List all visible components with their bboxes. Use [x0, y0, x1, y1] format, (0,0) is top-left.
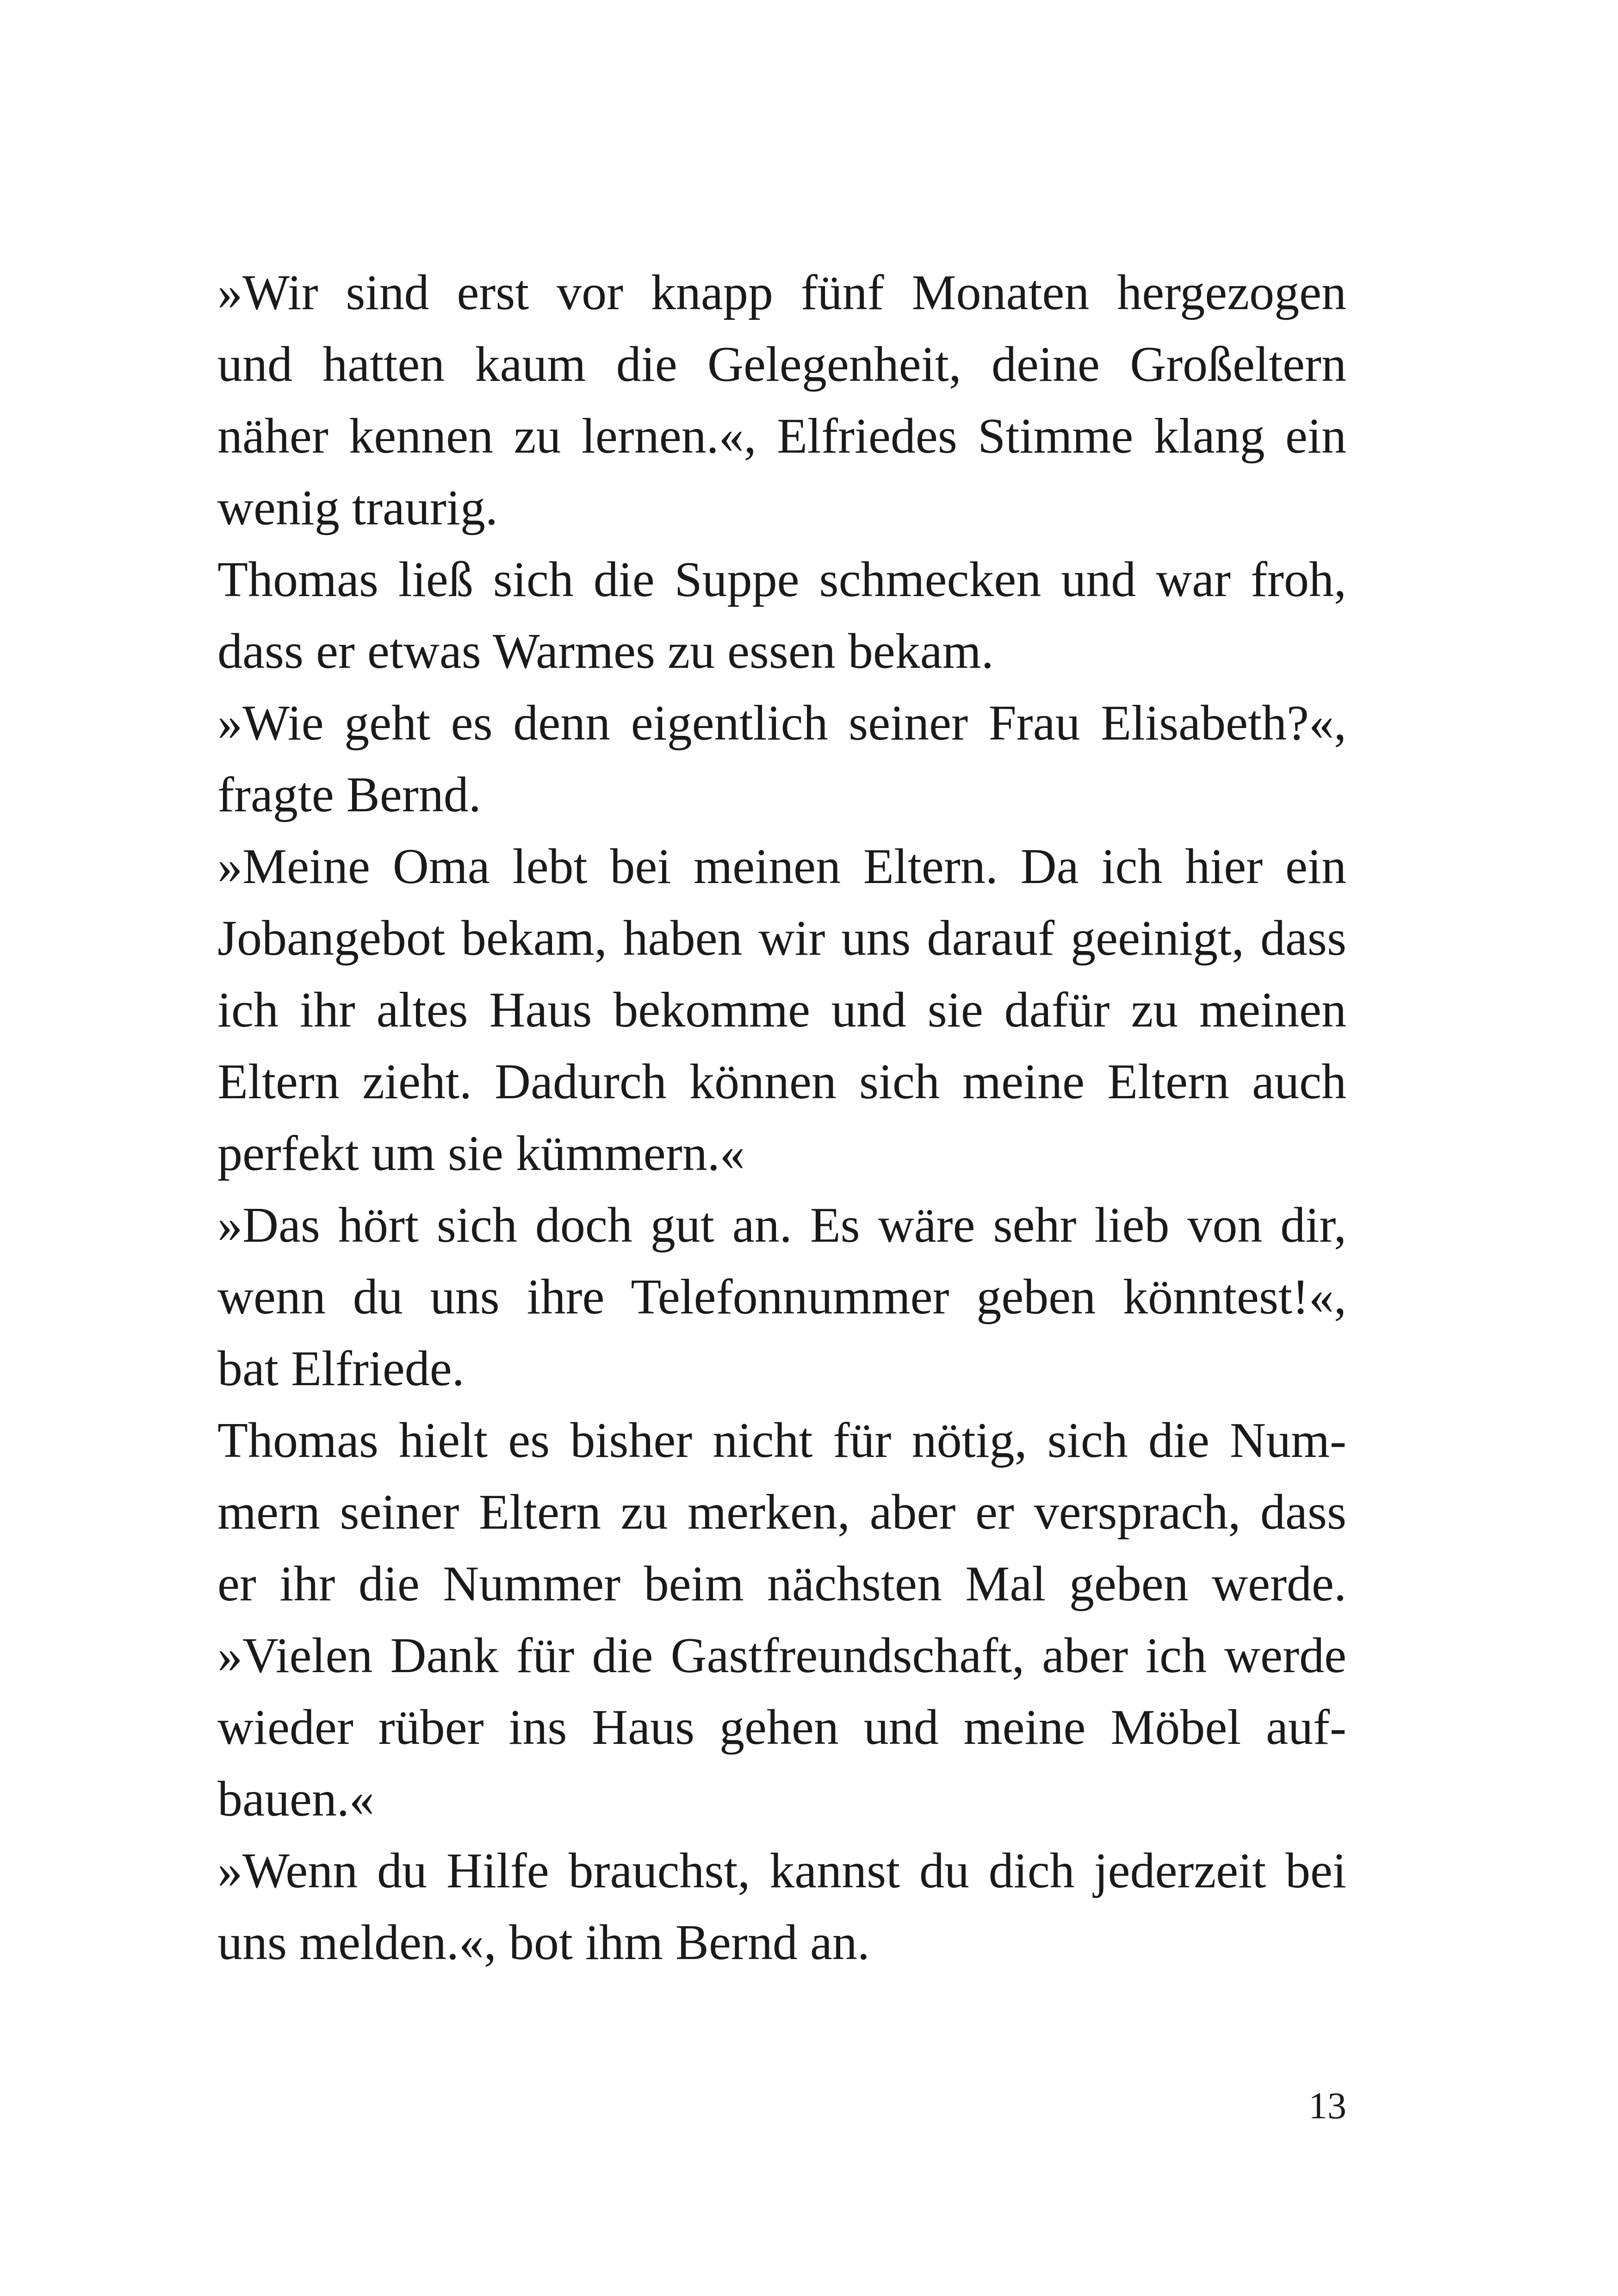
text-line: dass er etwas Warmes zu essen bekam.: [217, 624, 994, 679]
text-line: perfekt um sie kümmern.«: [217, 1126, 745, 1181]
text-line: fragte Bernd.: [217, 767, 481, 822]
text-line: »Wenn du Hilfe brauchst, kannst du dich jederzeit bei: [217, 1843, 1346, 1898]
text-line: bat Elfriede.: [217, 1341, 465, 1396]
text-line: und hatten kaum die Gelegenheit, deine Großeltern: [217, 337, 1346, 392]
text-line: »Wir sind erst vor knapp fünf Monaten hergezogen: [217, 265, 1346, 320]
text-line: »Wie geht es denn eigentlich seiner Frau Elisabeth?«,: [217, 696, 1346, 751]
text-line: Thomas hielt es bisher nicht für nötig, sich die Num-: [217, 1413, 1346, 1468]
text-line: »Meine Oma lebt bei meinen Eltern. Da ich hier ein: [217, 839, 1346, 894]
text-line: wenig traurig.: [217, 480, 498, 535]
body-text: [217, 257, 1346, 1979]
text-line: »Das hört sich doch gut an. Es wäre sehr lieb von dir,: [217, 1198, 1346, 1253]
text-line: »Vielen Dank für die Gastfreundschaft, aber ich werde: [217, 1628, 1346, 1683]
text-line: Jobangebot bekam, haben wir uns darauf geeinigt, dass: [217, 911, 1346, 966]
text-line: mern seiner Eltern zu merken, aber er versprach, dass: [217, 1485, 1346, 1540]
text-line: ich ihr altes Haus bekomme und sie dafür zu meinen: [217, 983, 1346, 1038]
text-line: Eltern zieht. Dadurch können sich meine Eltern auch: [217, 1054, 1346, 1109]
text-line: näher kennen zu lernen.«, Elfriedes Stimme klang ein: [217, 409, 1346, 464]
text-line: wieder rüber ins Haus gehen und meine Möbel auf-: [217, 1700, 1346, 1755]
page-number: 13: [1308, 2084, 1346, 2127]
text-line: Thomas ließ sich die Suppe schmecken und war froh,: [217, 552, 1346, 607]
text-line: er ihr die Nummer beim nächsten Mal geben werde.: [217, 1556, 1346, 1612]
text-line: bauen.«: [217, 1772, 374, 1827]
text-line: wenn du uns ihre Telefonnummer geben könntest!«,: [217, 1269, 1346, 1325]
text-line: uns melden.«, bot ihm Bernd an.: [217, 1915, 870, 1970]
